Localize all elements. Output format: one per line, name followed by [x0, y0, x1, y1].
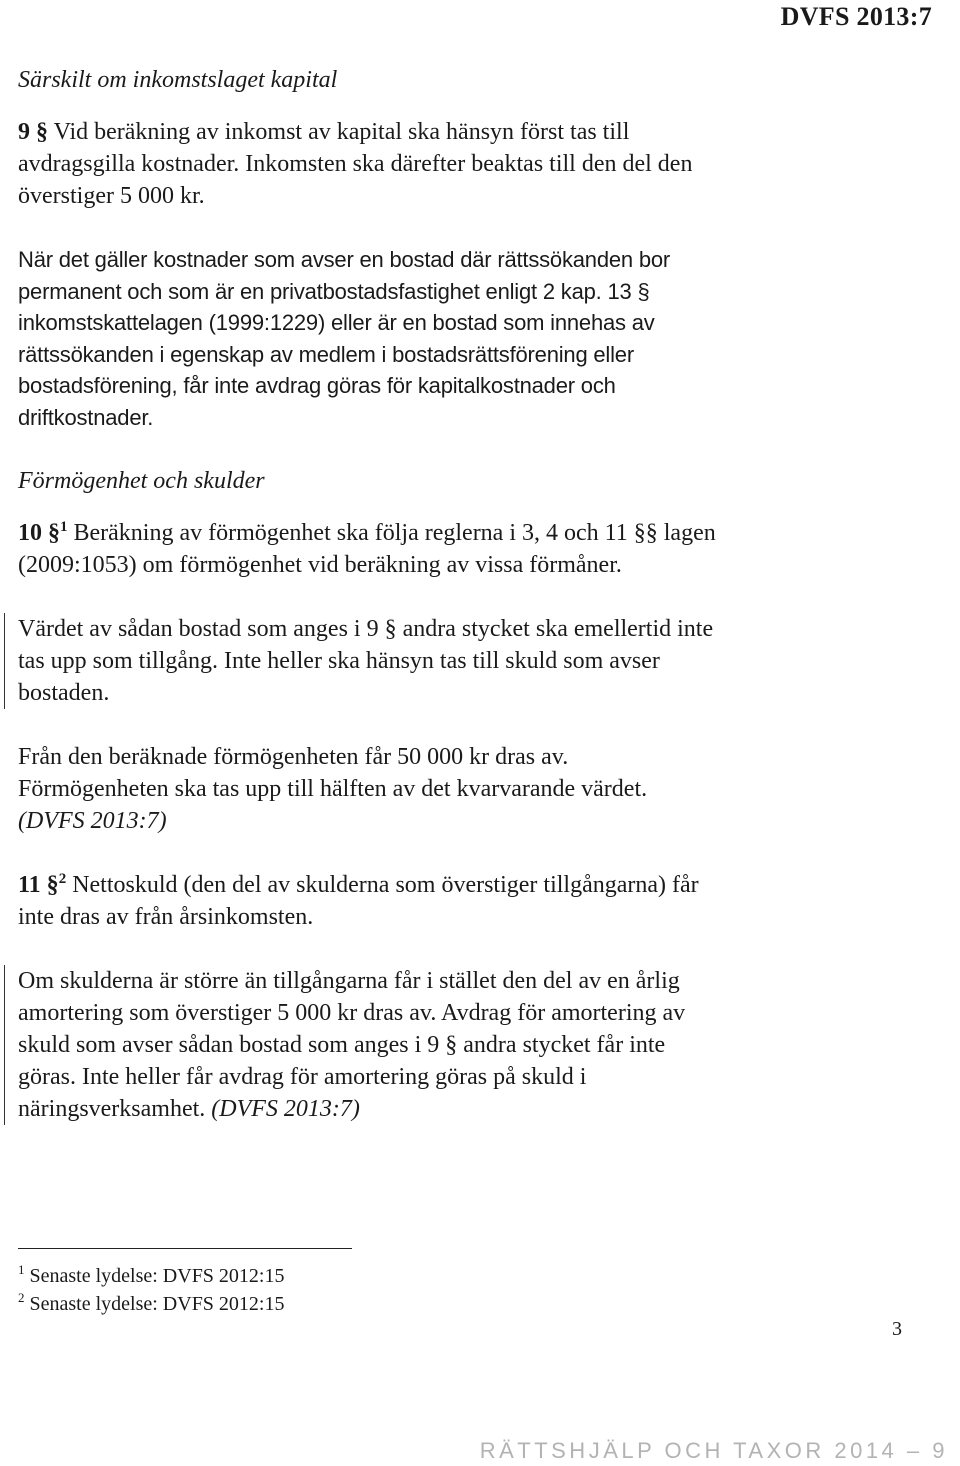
footer-publication-name: RÄTTSHJÄLP OCH TAXOR 2014 – 9: [479, 1438, 948, 1463]
footnote-ref-2: 2: [58, 871, 67, 887]
paragraph-11-second-text: Om skulderna är större än tillgångarna får i stället den del av en årlig amortering som överstiger 5 000 kr dras av. Avdrag för amortering av skuld som avser sådan bostad som anges i 9 § andra stycket får inte göras. Inte heller får avdrag för amortering göras på skuld i näringsverksamhet.: [18, 968, 686, 1122]
paragraph-11-text: Nettoskuld (den del av skulderna som överstiger tillgångarna) får inte dras av från årsinkomsten.: [18, 872, 699, 930]
heading-wealth-and-debts: Förmögenhet och skulder: [18, 468, 265, 494]
footnote-1: [18, 1262, 285, 1290]
heading-capital-income: Särskilt om inkomstslaget kapital: [18, 67, 338, 93]
footnote-text: Senaste lydelse: DVFS 2012:15: [24, 1293, 285, 1315]
section-number-10: 10 §: [18, 520, 60, 546]
document-code: DVFS 2013:7: [780, 2, 932, 31]
paragraph-10: [18, 517, 718, 581]
page-number: 3: [892, 1318, 902, 1340]
footnote-ref-1: 1: [60, 519, 68, 535]
amendment-reference: (DVFS 2013:7): [18, 808, 167, 834]
footnote-separator: [18, 1248, 352, 1249]
paragraph-10-text: Beräkning av förmögenhet ska följa reglerna i 3, 4 och 11 §§ lagen (2009:1053) om förmögenhet vid beräkning av vissa förmåner.: [18, 520, 716, 578]
footnote-2: [18, 1290, 285, 1318]
footnote-text: Senaste lydelse: DVFS 2012:15: [24, 1265, 285, 1287]
footnote-number: 1: [18, 1262, 25, 1277]
paragraph-9-text: Vid beräkning av inkomst av kapital ska hänsyn först tas till avdragsgilla kostnader. Inkomsten ska därefter beaktas till den del den överstiger 5 000 kr.: [18, 119, 693, 209]
amendment-reference: (DVFS 2013:7): [211, 1096, 360, 1122]
section-number-9: 9 §: [18, 119, 48, 145]
paragraph-10-third-text: Från den beräknade förmögenheten får 50 000 kr dras av. Förmögenheten ska tas upp till hälften av det kvarvarande värdet.: [18, 744, 648, 802]
paragraph-10-third: [18, 741, 718, 837]
footnotes: [18, 1262, 285, 1318]
paragraph-10-second: Värdet av sådan bostad som anges i 9 § andra stycket ska emellertid inte tas upp som tillgång. Inte heller ska hänsyn tas till skuld som avser bostaden.: [18, 613, 718, 709]
paragraph-11-second: [18, 965, 718, 1125]
footnote-number: 2: [18, 1290, 25, 1305]
paragraph-9: [18, 116, 718, 212]
main-content: [18, 64, 718, 1125]
paragraph-11: [18, 869, 718, 933]
paragraph-9-second: När det gäller kostnader som avser en bostad där rättssökanden bor permanent och som är en privatbostadsfastighet enligt 2 kap. 13 § inkomstskattelagen (1999:1229) eller är en bostad som innehas av rättssökanden i egenskap av medlem i bostadsrättsförening eller bostadsförening, får inte avdrag göras för kapitalkostnader och driftkostnader.: [18, 247, 671, 430]
section-number-11: 11 §: [18, 872, 59, 898]
